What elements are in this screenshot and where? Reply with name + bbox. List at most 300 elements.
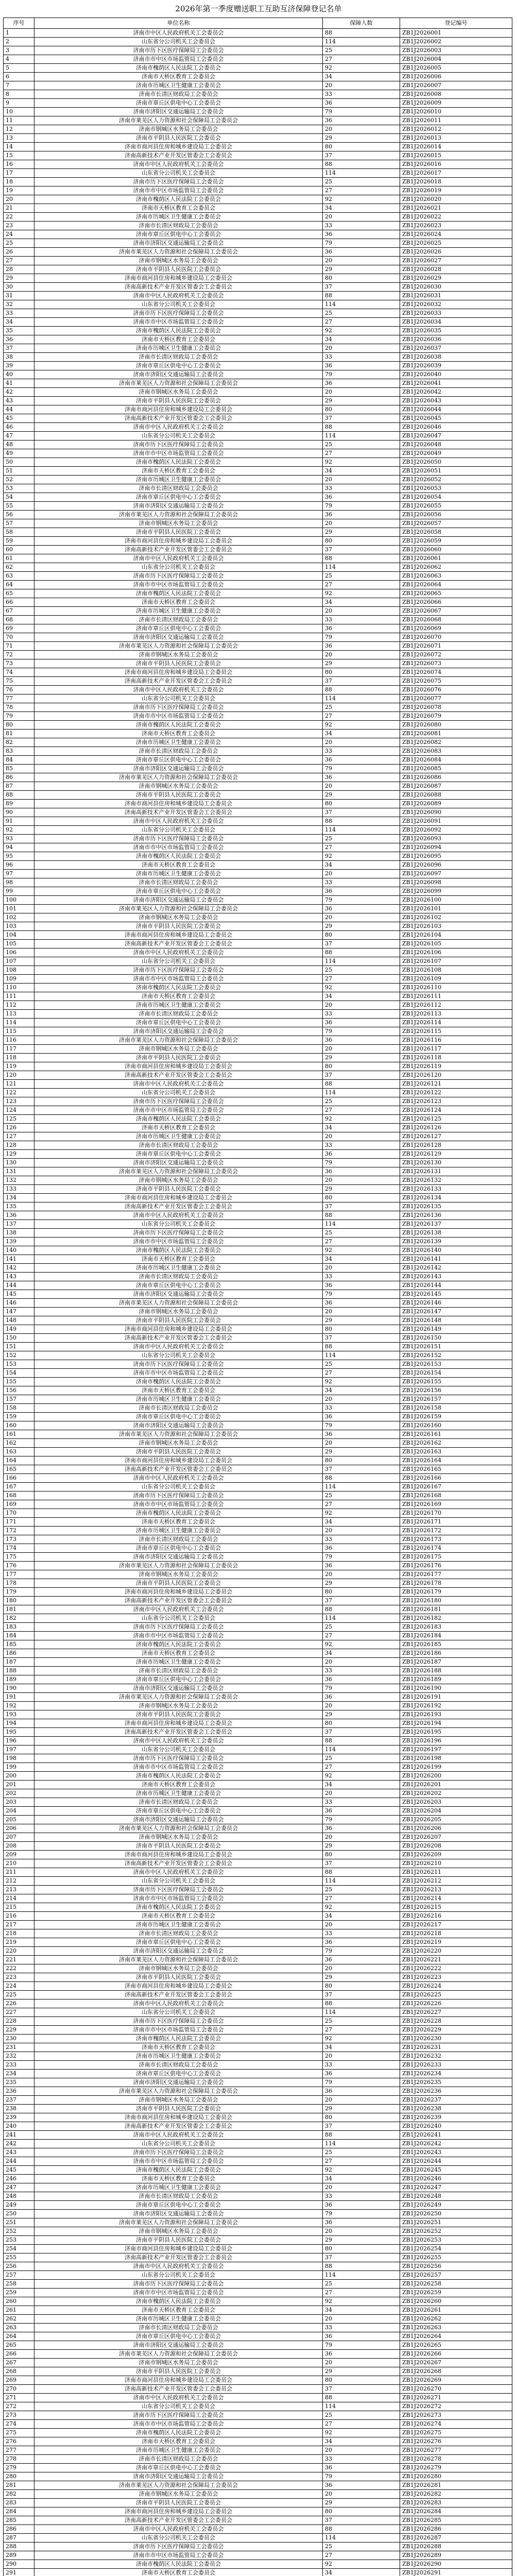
cell-index: 194 <box>4 1719 35 1728</box>
cell-count: 36 <box>323 2218 400 2227</box>
cell-unit-name: 济南市莱芜区人力资源和社会保障局工会委员会 <box>35 1299 323 1308</box>
cell-unit-name: 济南市平阴县人民医院工会委员会 <box>35 1054 323 1062</box>
cell-index: 59 <box>4 537 35 546</box>
table-row <box>4 1737 512 1745</box>
table-row <box>4 703 512 712</box>
table-row <box>4 335 512 344</box>
cell-index: 11 <box>4 116 35 125</box>
table-row <box>4 274 512 283</box>
cell-index: 113 <box>4 1010 35 1019</box>
cell-index: 80 <box>4 721 35 730</box>
cell-count: 33 <box>323 878 400 887</box>
cell-count: 88 <box>323 1999 400 2008</box>
cell-reg-number: ZB1J2026213 <box>400 1886 512 1894</box>
cell-reg-number: ZB1J2026067 <box>400 607 512 616</box>
cell-count: 114 <box>323 2008 400 2017</box>
cell-reg-number: ZB1J2026258 <box>400 2280 512 2289</box>
cell-unit-name: 济南市槐荫区人民法院工会委员会 <box>35 195 323 204</box>
cell-index: 154 <box>4 1369 35 1378</box>
cell-index: 184 <box>4 1632 35 1640</box>
cell-reg-number: ZB1J2026272 <box>400 2402 512 2411</box>
cell-unit-name: 济南高新技术产业开发区管委会工会委员会 <box>35 677 323 686</box>
cell-reg-number: ZB1J2026246 <box>400 2175 512 2183</box>
cell-unit-name: 济南市天桥区教育工会委员会 <box>35 1386 323 1395</box>
cell-unit-name: 山东省分公司机关工会委员会 <box>35 2402 323 2411</box>
cell-unit-name: 济南市平阴县人民医院工会委员会 <box>35 1842 323 1851</box>
cell-reg-number: ZB1J2026039 <box>400 362 512 370</box>
cell-reg-number: ZB1J2026117 <box>400 1045 512 1054</box>
cell-reg-number: ZB1J2026157 <box>400 1395 512 1404</box>
cell-index: 106 <box>4 948 35 957</box>
cell-index: 260 <box>4 2297 35 2306</box>
cell-index: 176 <box>4 1562 35 1570</box>
cell-index: 238 <box>4 2105 35 2113</box>
cell-index: 28 <box>4 265 35 274</box>
cell-index: 254 <box>4 2245 35 2253</box>
cell-reg-number: ZB1J2026219 <box>400 1938 512 1947</box>
table-row <box>4 808 512 817</box>
cell-index: 223 <box>4 1973 35 1982</box>
cell-unit-name: 济南市商河县住房和城乡建设局工会委员会 <box>35 931 323 940</box>
cell-unit-name: 济南市章丘区供电中心工会委员会 <box>35 493 323 502</box>
cell-unit-name: 山东省分公司机关工会委员会 <box>35 2534 323 2543</box>
cell-index: 102 <box>4 913 35 922</box>
table-row <box>4 1886 512 1894</box>
table-row <box>4 1456 512 1465</box>
cell-unit-name: 济南市中区人民政府机关工会委员会 <box>35 1080 323 1089</box>
table-row <box>4 2210 512 2218</box>
cell-unit-name: 济南市历下区医疗保障局工会委员会 <box>35 1623 323 1632</box>
cell-unit-name: 济南市章丘区供电中心工会委员会 <box>35 2201 323 2210</box>
table-row <box>4 765 512 773</box>
cell-reg-number: ZB1J2026158 <box>400 1404 512 1413</box>
cell-index: 51 <box>4 467 35 476</box>
cell-reg-number: ZB1J2026239 <box>400 2113 512 2122</box>
cell-count: 34 <box>323 2569 400 2576</box>
cell-count: 88 <box>323 2262 400 2271</box>
cell-index: 105 <box>4 940 35 948</box>
cell-reg-number: ZB1J2026001 <box>400 29 512 38</box>
cell-index: 129 <box>4 1150 35 1159</box>
cell-unit-name: 济南市历下区医疗保障局工会委员会 <box>35 1229 323 1238</box>
cell-reg-number: ZB1J2026230 <box>400 2035 512 2043</box>
cell-index: 26 <box>4 248 35 257</box>
cell-index: 283 <box>4 2499 35 2507</box>
cell-index: 224 <box>4 1982 35 1991</box>
cell-reg-number: ZB1J2026278 <box>400 2455 512 2464</box>
cell-unit-name: 济南市长清区财政局工会委员会 <box>35 1798 323 1807</box>
table-row <box>4 1080 512 1089</box>
cell-unit-name: 济南市中区人民政府机关工会委员会 <box>35 948 323 957</box>
cell-unit-name: 济南市历城区卫生健康工会委员会 <box>35 1789 323 1798</box>
cell-unit-name: 济南市济阳区交通运输局工会委员会 <box>35 108 323 116</box>
table-row <box>4 659 512 668</box>
cell-unit-name: 济南市槐荫区人民法院工会委员会 <box>35 1903 323 1912</box>
cell-reg-number: ZB1J2026138 <box>400 1229 512 1238</box>
cell-reg-number: ZB1J2026190 <box>400 1684 512 1693</box>
cell-reg-number: ZB1J2026102 <box>400 913 512 922</box>
cell-reg-number: ZB1J2026110 <box>400 984 512 992</box>
cell-reg-number: ZB1J2026280 <box>400 2472 512 2481</box>
cell-count: 33 <box>323 2324 400 2332</box>
cell-unit-name: 济南市市中区市场监管局工会委员会 <box>35 1500 323 1509</box>
table-row <box>4 931 512 940</box>
cell-index: 78 <box>4 703 35 712</box>
cell-index: 172 <box>4 1527 35 1535</box>
cell-unit-name: 山东省分公司机关工会委员会 <box>35 2008 323 2017</box>
cell-index: 288 <box>4 2543 35 2551</box>
cell-index: 268 <box>4 2367 35 2376</box>
cell-reg-number: ZB1J2026038 <box>400 353 512 362</box>
cell-index: 237 <box>4 2096 35 2105</box>
cell-reg-number: ZB1J2026135 <box>400 1202 512 1211</box>
cell-index: 23 <box>4 222 35 230</box>
cell-unit-name: 济南市中区人民政府机关工会委员会 <box>35 2394 323 2402</box>
cell-index: 31 <box>4 292 35 300</box>
table-row <box>4 896 512 905</box>
cell-unit-name: 济南市章丘区供电中心工会委员会 <box>35 756 323 765</box>
cell-count: 36 <box>323 1956 400 1964</box>
cell-count: 20 <box>323 2490 400 2499</box>
cell-unit-name: 济南市章丘区供电中心工会委员会 <box>35 2070 323 2078</box>
table-row <box>4 160 512 169</box>
cell-index: 173 <box>4 1535 35 1544</box>
cell-unit-name: 济南市商河县住房和城乡建设局工会委员会 <box>35 1982 323 1991</box>
cell-index: 170 <box>4 1509 35 1518</box>
cell-index: 221 <box>4 1956 35 1964</box>
cell-unit-name: 济南市济阳区交通运输局工会委员会 <box>35 633 323 642</box>
cell-index: 84 <box>4 756 35 765</box>
cell-index: 215 <box>4 1903 35 1912</box>
cell-unit-name: 济南市长清区财政局工会委员会 <box>35 2061 323 2070</box>
cell-unit-name: 济南市历下区医疗保障局工会委员会 <box>35 309 323 318</box>
cell-unit-name: 济南市槐荫区人民法院工会委员会 <box>35 1772 323 1781</box>
table-row <box>4 187 512 195</box>
cell-index: 93 <box>4 835 35 843</box>
cell-index: 45 <box>4 414 35 423</box>
cell-index: 252 <box>4 2227 35 2236</box>
cell-count: 114 <box>323 1745 400 1754</box>
table-row <box>4 449 512 458</box>
table-row <box>4 2061 512 2070</box>
cell-index: 262 <box>4 2315 35 2324</box>
cell-count: 27 <box>323 843 400 852</box>
cell-unit-name: 济南高新技术产业开发区管委会工会委员会 <box>35 808 323 817</box>
cell-count: 37 <box>323 1859 400 1868</box>
cell-count: 36 <box>323 2070 400 2078</box>
cell-count: 79 <box>323 2210 400 2218</box>
cell-count: 92 <box>323 1246 400 1255</box>
cell-index: 146 <box>4 1299 35 1308</box>
table-row <box>4 1640 512 1649</box>
cell-index: 209 <box>4 1851 35 1859</box>
cell-unit-name: 济南市中区人民政府机关工会委员会 <box>35 29 323 38</box>
cell-count: 80 <box>323 1851 400 1859</box>
cell-unit-name: 济南市天桥区教育工会委员会 <box>35 992 323 1001</box>
cell-index: 282 <box>4 2490 35 2499</box>
table-row <box>4 2534 512 2543</box>
cell-count: 34 <box>323 2437 400 2446</box>
cell-reg-number: ZB1J2026162 <box>400 1439 512 1448</box>
cell-reg-number: ZB1J2026191 <box>400 1693 512 1702</box>
cell-count: 34 <box>323 2043 400 2052</box>
cell-index: 182 <box>4 1614 35 1623</box>
cell-index: 101 <box>4 905 35 913</box>
cell-unit-name: 济南市天桥区教育工会委员会 <box>35 1518 323 1527</box>
cell-count: 37 <box>323 808 400 817</box>
cell-count: 25 <box>323 440 400 449</box>
cell-reg-number: ZB1J2026003 <box>400 46 512 55</box>
table-row <box>4 773 512 782</box>
cell-reg-number: ZB1J2026057 <box>400 519 512 528</box>
cell-unit-name: 山东省分公司机关工会委员会 <box>35 2140 323 2148</box>
cell-unit-name: 济南市市中区市场监管局工会委员会 <box>35 55 323 64</box>
table-row <box>4 99 512 108</box>
cell-count: 20 <box>323 388 400 397</box>
cell-unit-name: 济南市长清区财政局工会委员会 <box>35 2192 323 2201</box>
cell-unit-name: 济南市钢城区水务局工会委员会 <box>35 1833 323 1842</box>
cell-count: 114 <box>323 957 400 966</box>
cell-count: 20 <box>323 2315 400 2324</box>
cell-index: 125 <box>4 1115 35 1124</box>
table-row <box>4 1421 512 1430</box>
cell-count: 25 <box>323 1229 400 1238</box>
cell-count: 88 <box>323 29 400 38</box>
cell-unit-name: 山东省分公司机关工会委员会 <box>35 300 323 309</box>
cell-index: 50 <box>4 458 35 467</box>
cell-count: 33 <box>323 222 400 230</box>
cell-reg-number: ZB1J2026029 <box>400 274 512 283</box>
table-row <box>4 1001 512 1010</box>
cell-unit-name: 济南市长清区财政局工会委员会 <box>35 1667 323 1675</box>
cell-count: 25 <box>323 178 400 187</box>
cell-count: 92 <box>323 1772 400 1781</box>
cell-unit-name: 济南市平阴县人民医院工会委员会 <box>35 922 323 931</box>
cell-count: 88 <box>323 554 400 563</box>
cell-count: 33 <box>323 2455 400 2464</box>
cell-count: 114 <box>323 38 400 46</box>
table-row <box>4 29 512 38</box>
table-row <box>4 843 512 852</box>
cell-reg-number: ZB1J2026234 <box>400 2070 512 2078</box>
table-row <box>4 2516 512 2525</box>
table-row <box>4 1702 512 1710</box>
cell-reg-number: ZB1J2026018 <box>400 178 512 187</box>
cell-reg-number: ZB1J2026146 <box>400 1299 512 1308</box>
cell-index: 198 <box>4 1754 35 1763</box>
cell-unit-name: 济南市莱芜区人力资源和社会保障局工会委员会 <box>35 1036 323 1045</box>
cell-index: 108 <box>4 966 35 975</box>
table-row <box>4 2131 512 2140</box>
cell-count: 25 <box>323 1754 400 1763</box>
cell-index: 44 <box>4 405 35 414</box>
cell-reg-number: ZB1J2026155 <box>400 1378 512 1386</box>
cell-count: 29 <box>323 791 400 800</box>
cell-index: 39 <box>4 362 35 370</box>
table-row <box>4 1518 512 1527</box>
cell-count: 20 <box>323 1001 400 1010</box>
cell-reg-number: ZB1J2026136 <box>400 1211 512 1220</box>
cell-unit-name: 济南市莱芜区人力资源和社会保障局工会委员会 <box>35 511 323 519</box>
cell-count: 92 <box>323 1115 400 1124</box>
cell-index: 174 <box>4 1544 35 1553</box>
table-row <box>4 2289 512 2297</box>
cell-reg-number: ZB1J2026106 <box>400 948 512 957</box>
cell-unit-name: 济南市历城区卫生健康工会委员会 <box>35 607 323 616</box>
cell-count: 29 <box>323 1842 400 1851</box>
table-row <box>4 1360 512 1369</box>
cell-count: 88 <box>323 423 400 432</box>
cell-count: 88 <box>323 292 400 300</box>
cell-count: 80 <box>323 2507 400 2516</box>
cell-reg-number: ZB1J2026056 <box>400 511 512 519</box>
cell-index: 186 <box>4 1649 35 1658</box>
cell-index: 134 <box>4 1194 35 1202</box>
cell-unit-name: 济南市钢城区水务局工会委员会 <box>35 1702 323 1710</box>
cell-reg-number: ZB1J2026221 <box>400 1956 512 1964</box>
table-row <box>4 1220 512 1229</box>
cell-reg-number: ZB1J2026243 <box>400 2148 512 2157</box>
cell-index: 133 <box>4 1185 35 1194</box>
cell-reg-number: ZB1J2026134 <box>400 1194 512 1202</box>
cell-reg-number: ZB1J2026019 <box>400 187 512 195</box>
cell-count: 20 <box>323 213 400 222</box>
cell-index: 92 <box>4 826 35 835</box>
cell-count: 36 <box>323 2481 400 2490</box>
cell-index: 85 <box>4 765 35 773</box>
table-row <box>4 861 512 870</box>
cell-reg-number: ZB1J2026251 <box>400 2218 512 2227</box>
cell-index: 269 <box>4 2376 35 2385</box>
cell-reg-number: ZB1J2026130 <box>400 1159 512 1167</box>
table-row <box>4 2175 512 2183</box>
cell-unit-name: 济南市天桥区教育工会委员会 <box>35 73 323 81</box>
table-row <box>4 1054 512 1062</box>
cell-reg-number: ZB1J2026283 <box>400 2499 512 2507</box>
cell-count: 36 <box>323 511 400 519</box>
cell-unit-name: 济南市章丘区供电中心工会委员会 <box>35 1938 323 1947</box>
cell-reg-number: ZB1J2026075 <box>400 677 512 686</box>
cell-unit-name: 山东省分公司机关工会委员会 <box>35 1220 323 1229</box>
cell-reg-number: ZB1J2026207 <box>400 1833 512 1842</box>
cell-count: 34 <box>323 1781 400 1789</box>
cell-unit-name: 济南市历下区医疗保障局工会委员会 <box>35 1886 323 1894</box>
cell-reg-number: ZB1J2026100 <box>400 896 512 905</box>
table-row <box>4 116 512 125</box>
cell-count: 20 <box>323 257 400 265</box>
cell-reg-number: ZB1J2026084 <box>400 756 512 765</box>
cell-index: 166 <box>4 1474 35 1483</box>
cell-count: 27 <box>323 1369 400 1378</box>
cell-count: 80 <box>323 274 400 283</box>
cell-count: 36 <box>323 642 400 651</box>
cell-index: 79 <box>4 712 35 721</box>
table-row <box>4 2385 512 2394</box>
cell-count: 92 <box>323 458 400 467</box>
cell-index: 220 <box>4 1947 35 1956</box>
cell-reg-number: ZB1J2026092 <box>400 826 512 835</box>
header-index: 序号 <box>4 18 35 29</box>
cell-count: 20 <box>323 1176 400 1185</box>
cell-reg-number: ZB1J2026097 <box>400 870 512 878</box>
cell-reg-number: ZB1J2026063 <box>400 572 512 581</box>
cell-reg-number: ZB1J2026121 <box>400 1080 512 1089</box>
cell-unit-name: 济南市槐荫区人民法院工会委员会 <box>35 2429 323 2437</box>
cell-reg-number: ZB1J2026271 <box>400 2394 512 2402</box>
cell-index: 63 <box>4 572 35 581</box>
cell-unit-name: 济南市平阴县人民医院工会委员会 <box>35 1973 323 1982</box>
cell-count: 37 <box>323 1728 400 1737</box>
cell-count: 25 <box>323 1886 400 1894</box>
cell-unit-name: 济南市长清区财政局工会委员会 <box>35 90 323 99</box>
cell-unit-name: 济南市商河县住房和城乡建设局工会委员会 <box>35 1194 323 1202</box>
cell-unit-name: 济南市市中区市场监管局工会委员会 <box>35 2551 323 2560</box>
table-row <box>4 2043 512 2052</box>
cell-unit-name: 济南市槐荫区人民法院工会委员会 <box>35 458 323 467</box>
cell-unit-name: 济南市天桥区教育工会委员会 <box>35 2043 323 2052</box>
table-row <box>4 1089 512 1097</box>
cell-unit-name: 济南市莱芜区人力资源和社会保障局工会委员会 <box>35 1430 323 1439</box>
table-row <box>4 1395 512 1404</box>
cell-index: 41 <box>4 379 35 388</box>
table-row <box>4 2122 512 2131</box>
cell-unit-name: 山东省分公司机关工会委员会 <box>35 957 323 966</box>
cell-index: 246 <box>4 2175 35 2183</box>
cell-unit-name: 济南市商河县住房和城乡建设局工会委员会 <box>35 1456 323 1465</box>
cell-count: 34 <box>323 73 400 81</box>
cell-index: 187 <box>4 1658 35 1667</box>
cell-index: 124 <box>4 1106 35 1115</box>
cell-index: 21 <box>4 204 35 213</box>
cell-reg-number: ZB1J2026224 <box>400 1982 512 1991</box>
cell-count: 20 <box>323 2446 400 2455</box>
cell-index: 60 <box>4 546 35 554</box>
cell-reg-number: ZB1J2026042 <box>400 388 512 397</box>
cell-index: 82 <box>4 738 35 747</box>
cell-count: 29 <box>323 1448 400 1456</box>
cell-count: 37 <box>323 1071 400 1080</box>
cell-count: 36 <box>323 1675 400 1684</box>
cell-reg-number: ZB1J2026156 <box>400 1386 512 1395</box>
table-row <box>4 1211 512 1220</box>
cell-count: 25 <box>323 2543 400 2551</box>
table-row <box>4 2157 512 2166</box>
cell-count: 114 <box>323 169 400 178</box>
table-row <box>4 1448 512 1456</box>
cell-reg-number: ZB1J2026049 <box>400 449 512 458</box>
table-row <box>4 1299 512 1308</box>
table-row <box>4 502 512 511</box>
cell-index: 210 <box>4 1859 35 1868</box>
cell-count: 27 <box>323 581 400 589</box>
cell-reg-number: ZB1J2026163 <box>400 1448 512 1456</box>
cell-index: 56 <box>4 511 35 519</box>
table-row <box>4 966 512 975</box>
cell-index: 218 <box>4 1929 35 1938</box>
cell-unit-name: 济南市中区人民政府机关工会委员会 <box>35 2525 323 2534</box>
cell-count: 25 <box>323 835 400 843</box>
cell-count: 36 <box>323 773 400 782</box>
table-row <box>4 2218 512 2227</box>
cell-unit-name: 济南市平阴县人民医院工会委员会 <box>35 528 323 537</box>
cell-unit-name: 济南高新技术产业开发区管委会工会委员会 <box>35 2253 323 2262</box>
cell-reg-number: ZB1J2026249 <box>400 2201 512 2210</box>
cell-unit-name: 济南市济阳区交通运输局工会委员会 <box>35 1290 323 1299</box>
cell-reg-number: ZB1J2026140 <box>400 1246 512 1255</box>
cell-unit-name: 济南市历下区医疗保障局工会委员会 <box>35 2017 323 2026</box>
cell-index: 20 <box>4 195 35 204</box>
cell-count: 36 <box>323 2087 400 2096</box>
